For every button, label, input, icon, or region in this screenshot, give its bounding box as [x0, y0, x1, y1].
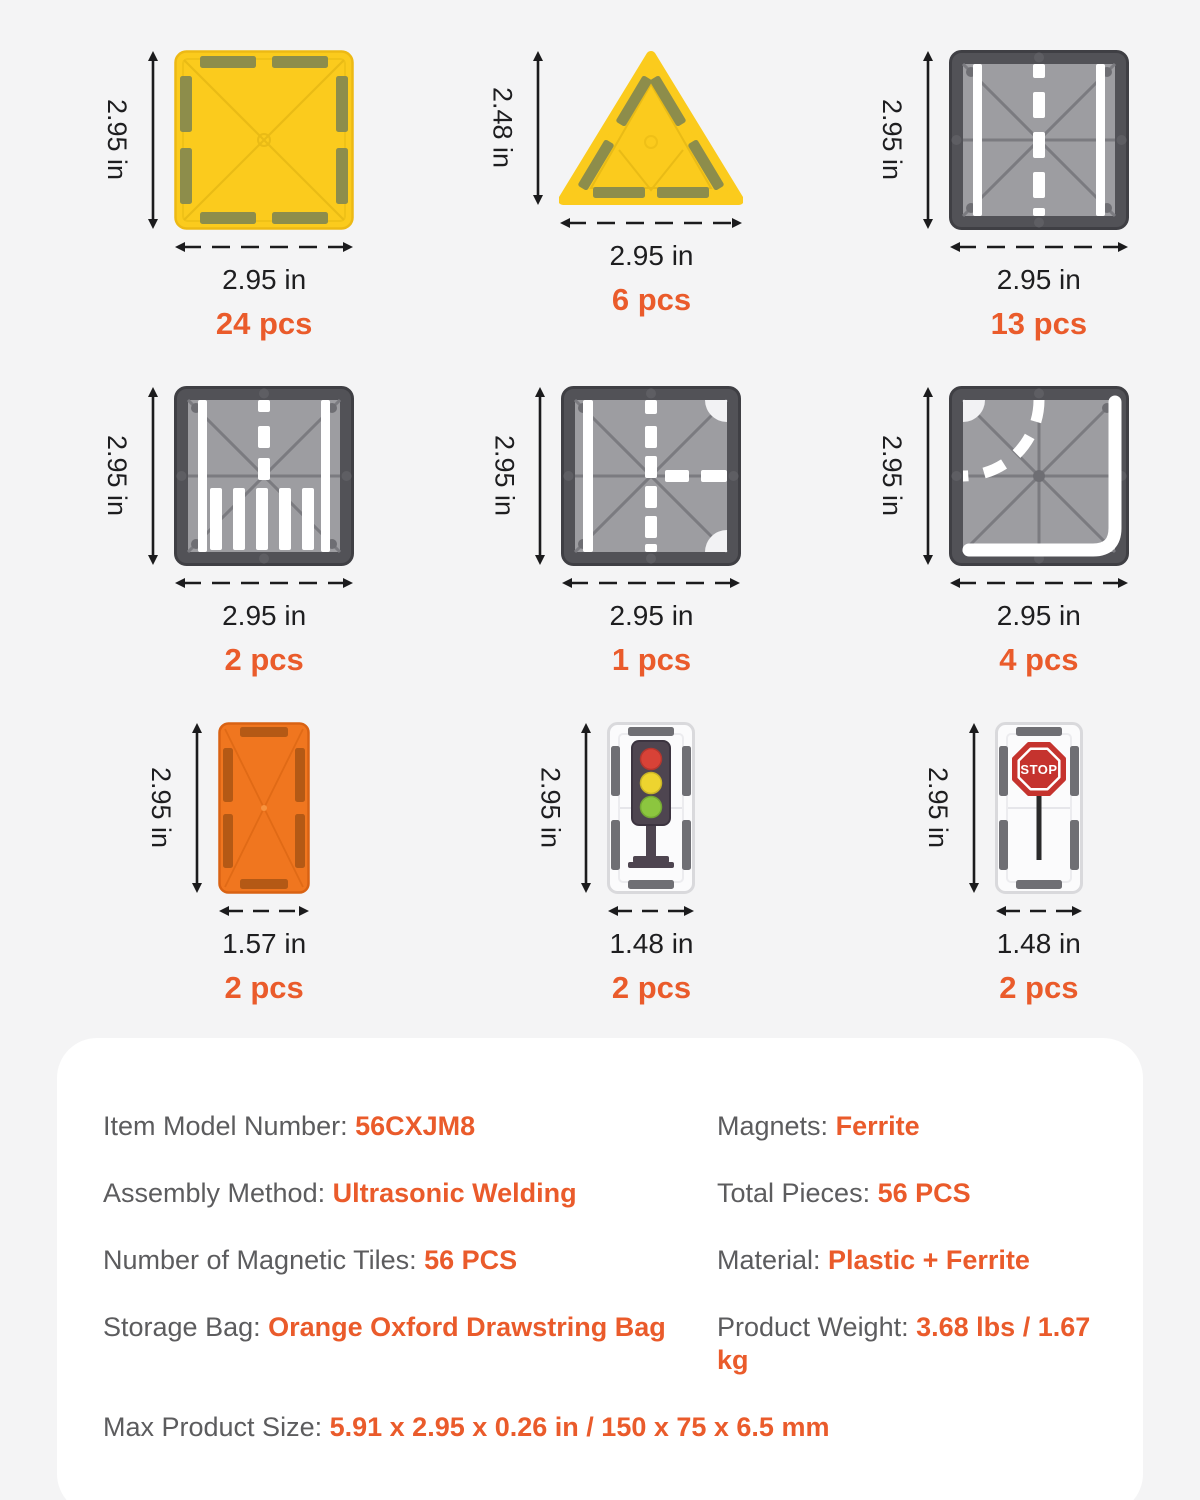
tile-height-label: 2.95 in: [922, 767, 953, 849]
tile-height-label: 2.95 in: [876, 99, 907, 181]
width-dimension-arrow: [949, 239, 1129, 255]
tile-width-label: 2.95 in: [222, 600, 307, 631]
spec-value: 56 PCS: [424, 1245, 518, 1275]
spec-value: Ultrasonic Welding: [332, 1178, 577, 1208]
tile-width-label: 1.57 in: [222, 928, 307, 959]
yellow-triangle-tile-image: [559, 50, 743, 206]
tile-card-yellow-square: [101, 50, 354, 342]
spec-label: Material:: [717, 1245, 821, 1275]
width-dimension-arrow: [174, 575, 354, 591]
tile-count: 4 pcs: [999, 642, 1079, 677]
width-dimension-arrow: [995, 903, 1083, 919]
tile-height-label: 2.95 in: [146, 767, 177, 849]
tile-height-label: 2.95 in: [876, 435, 907, 517]
traffic-light-tile-image: [607, 722, 695, 894]
tile-count: 1 pcs: [611, 642, 692, 677]
height-dimension-arrow: [920, 50, 936, 230]
tile-card-road-crosswalk: [101, 386, 354, 678]
tile-card-road-curve: [876, 386, 1129, 678]
tile-width-label: 2.95 in: [609, 600, 694, 631]
width-dimension-arrow: [559, 215, 743, 231]
height-dimension-arrow: [532, 386, 548, 566]
spec-magnets: [717, 1110, 1103, 1143]
straight-road-tile-image: [949, 50, 1129, 230]
stop-sign-text: STOP: [1020, 762, 1058, 777]
spec-value: 56CXJM8: [355, 1111, 476, 1141]
width-dimension-arrow: [218, 903, 310, 919]
tile-count: 24 pcs: [215, 306, 313, 341]
spec-product-weight: [717, 1311, 1103, 1377]
spec-value: Plastic + Ferrite: [828, 1245, 1030, 1275]
tile-card-road-t-intersection: [488, 386, 741, 678]
tile-card-yellow-triangle: [486, 50, 743, 342]
tile-height-label: 2.95 in: [535, 767, 566, 849]
width-dimension-arrow: [174, 239, 354, 255]
tile-width-label: 2.95 in: [996, 600, 1081, 631]
tile-width-label: 2.95 in: [222, 264, 307, 295]
yellow-square-tile-image: [174, 50, 354, 230]
spec-label: Item Model Number:: [103, 1111, 348, 1141]
tile-card-road-straight: [876, 50, 1129, 342]
spec-label: Storage Bag:: [103, 1312, 261, 1342]
spec-number-of-magnetic-tiles: [103, 1244, 717, 1277]
spec-label: Max Product Size:: [103, 1412, 323, 1442]
spec-value: Ferrite: [835, 1111, 920, 1141]
specs-grid: [103, 1110, 1103, 1444]
t-intersection-road-tile-image: [561, 386, 741, 566]
height-dimension-arrow: [145, 50, 161, 230]
width-dimension-arrow: [949, 575, 1129, 591]
spec-label: Product Weight:: [717, 1312, 909, 1342]
height-dimension-arrow: [145, 386, 161, 566]
tile-height-label: 2.95 in: [102, 99, 133, 181]
spec-material: [717, 1244, 1103, 1277]
spec-value: 56 PCS: [877, 1178, 971, 1208]
spec-item-model-number: [103, 1110, 717, 1143]
width-dimension-arrow: [561, 575, 741, 591]
tile-count: 2 pcs: [611, 970, 692, 1005]
tile-count: 2 pcs: [224, 642, 304, 677]
spec-label: Magnets:: [717, 1111, 829, 1141]
tile-width-label: 2.95 in: [996, 264, 1081, 295]
spec-label: Total Pieces:: [717, 1178, 871, 1208]
spec-label: Number of Magnetic Tiles:: [103, 1245, 417, 1275]
orange-rectangle-tile-image: [218, 722, 310, 894]
tile-height-label: 2.95 in: [102, 435, 133, 517]
height-dimension-arrow: [578, 722, 594, 894]
tile-height-label: 2.95 in: [489, 435, 520, 517]
tile-card-orange-rectangle: [145, 722, 310, 1006]
tile-card-traffic-light: [534, 722, 695, 1006]
spec-value: 5.91 x 2.95 x 0.26 in / 150 x 75 x 6.5 mm: [329, 1412, 830, 1442]
tile-count: 6 pcs: [611, 282, 692, 317]
spec-total-pieces: [717, 1177, 1103, 1210]
tile-count: 2 pcs: [999, 970, 1079, 1005]
stop-sign-tile-image: [995, 722, 1083, 894]
crosswalk-road-tile-image: [174, 386, 354, 566]
spec-value: 3.68 lbs / 1.67 kg: [717, 1312, 1091, 1375]
specs-panel: [57, 1038, 1143, 1500]
tile-count: 13 pcs: [990, 306, 1088, 341]
tile-height-label: 2.48 in: [487, 87, 518, 169]
tile-width-label: 1.48 in: [996, 928, 1081, 959]
spec-max-product-size: [103, 1411, 1103, 1444]
tile-width-label: 1.48 in: [609, 928, 694, 959]
tile-width-label: 2.95 in: [609, 240, 694, 271]
tile-count: 2 pcs: [224, 970, 304, 1005]
spec-assembly-method: [103, 1177, 717, 1210]
height-dimension-arrow: [966, 722, 982, 894]
tile-card-stop-sign: [922, 722, 1083, 1006]
height-dimension-arrow: [189, 722, 205, 894]
spec-storage-bag: [103, 1311, 717, 1377]
curved-road-tile-image: [949, 386, 1129, 566]
width-dimension-arrow: [607, 903, 695, 919]
spec-value: Orange Oxford Drawstring Bag: [268, 1312, 666, 1342]
height-dimension-arrow: [920, 386, 936, 566]
spec-label: Assembly Method:: [103, 1178, 326, 1208]
height-dimension-arrow: [530, 50, 546, 206]
